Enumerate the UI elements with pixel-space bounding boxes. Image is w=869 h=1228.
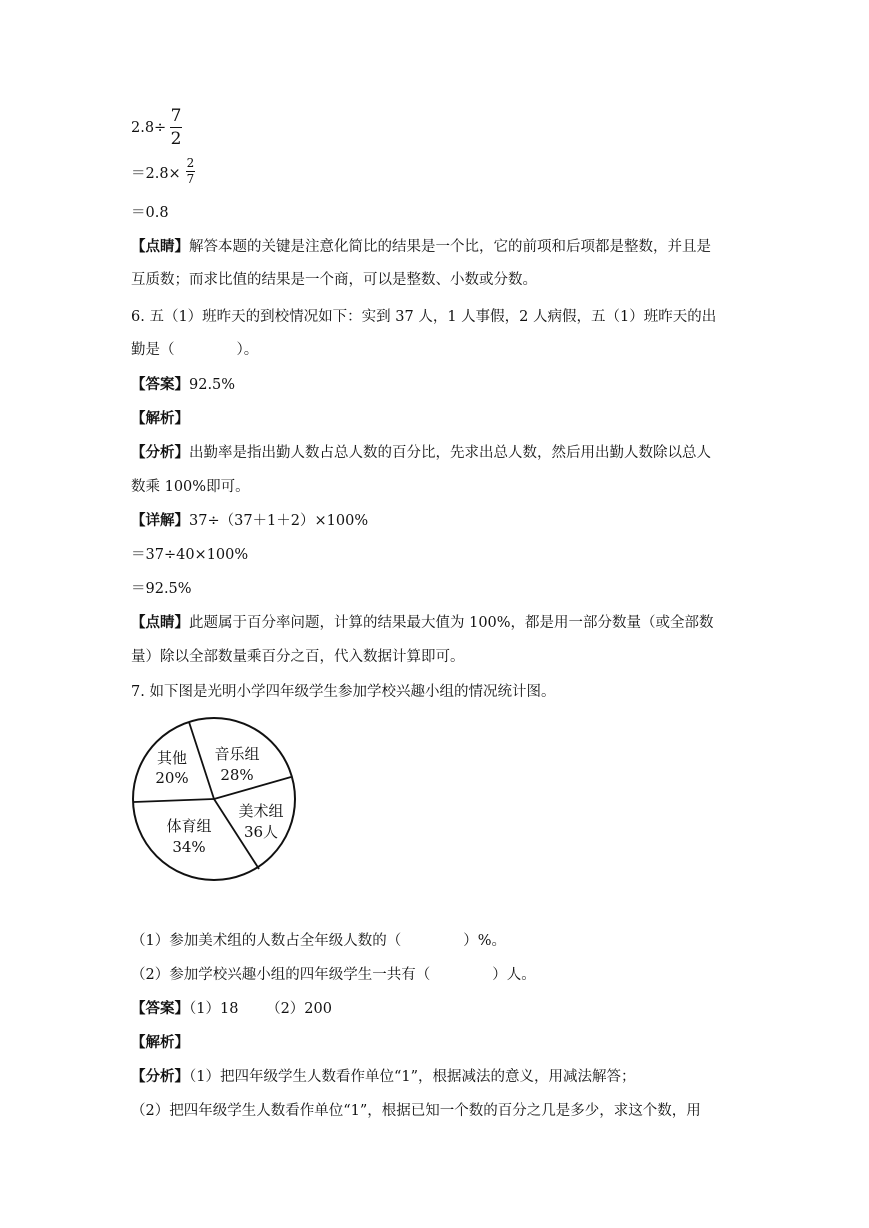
pie-slice-value: 34% bbox=[172, 838, 206, 856]
pie-slice-value: 28% bbox=[220, 766, 254, 784]
fraction-2-7 bbox=[186, 157, 195, 186]
fraction-numerator: 2 bbox=[186, 156, 195, 170]
q7-stem: 7. 如下图是光明小学四年级学生参加学校兴趣小组的情况统计图。 bbox=[131, 684, 556, 700]
q6-xiangjie-line2: ＝37÷40×100% bbox=[131, 547, 249, 563]
answer-tag: 【答案】 bbox=[131, 1000, 189, 1017]
q7-fenxi-line2: （2）把四年级学生人数看作单位“1”，根据已知一个数的百分之几是多少，求这个数，用 bbox=[131, 1103, 701, 1119]
q7-jiexi: 【解析】 bbox=[131, 1034, 189, 1051]
q6-stem-line1: 6. 五（1）班昨天的到校情况如下：实到 37 人，1 人事假，2 人病假，五（1）班昨天的出 bbox=[131, 309, 717, 325]
calc-line-2 bbox=[131, 164, 181, 184]
pie-slice-label: 美术组 bbox=[238, 802, 284, 820]
dianjing-tag: 【点睛】 bbox=[131, 614, 189, 631]
pie-slice-label: 体育组 bbox=[166, 817, 212, 835]
calc-line-1 bbox=[131, 118, 166, 138]
pie-slice-label: 音乐组 bbox=[214, 745, 260, 763]
calc-prefix: ＝2.8× bbox=[131, 166, 181, 182]
q6-jiexi: 【解析】 bbox=[131, 410, 189, 427]
q7-answer: 【答案】（1）18 （2）200 bbox=[131, 1000, 332, 1017]
fraction-7-2 bbox=[170, 106, 182, 149]
calc-line-3: ＝0.8 bbox=[131, 205, 169, 221]
xiangjie-tag: 【详解】 bbox=[131, 512, 189, 529]
q6-answer: 【答案】92.5% bbox=[131, 376, 236, 393]
q6-dianjing-line2: 量）除以全部数量乘百分之百，代入数据计算即可。 bbox=[131, 649, 465, 665]
pie-slice-label: 其他 bbox=[156, 749, 188, 767]
q7-fenxi-line1: 【分析】（1）把四年级学生人数看作单位“1”，根据减法的意义，用减法解答； bbox=[131, 1068, 636, 1085]
q7-sub1: （1）参加美术组的人数占全年级人数的（ ）%。 bbox=[131, 933, 507, 949]
q6-xiangjie-line1: 【详解】37÷（37＋1＋2）×100% bbox=[131, 512, 369, 529]
pie-chart bbox=[131, 713, 299, 881]
q6-fenxi-line1: 【分析】出勤率是指出勤人数占总人数的百分比，先求出总人数，然后用出勤人数除以总人 bbox=[131, 444, 711, 461]
q6-dianjing-line1: 【点睛】此题属于百分率问题，计算的结果最大值为 100%，都是用一部分数量（或全部数 bbox=[131, 614, 714, 631]
fraction-denominator: 2 bbox=[170, 129, 182, 149]
pie-slice-value: 20% bbox=[155, 769, 189, 787]
dianjing-tag: 【点睛】 bbox=[131, 238, 189, 255]
fraction-denominator: 7 bbox=[186, 172, 195, 186]
fenxi-tag: 【分析】 bbox=[131, 1068, 189, 1085]
answer-tag: 【答案】 bbox=[131, 376, 189, 393]
q6-xiangjie-line3: ＝92.5% bbox=[131, 581, 192, 597]
fenxi-tag: 【分析】 bbox=[131, 444, 189, 461]
calc-prefix: 2.8÷ bbox=[131, 120, 167, 136]
q7-sub2: （2）参加学校兴趣小组的四年级学生一共有（ ）人。 bbox=[131, 967, 536, 983]
q6-fenxi-line2: 数乘 100%即可。 bbox=[131, 479, 250, 495]
q6-stem-line2: 勤是（ ）。 bbox=[131, 342, 259, 358]
fraction-numerator: 7 bbox=[170, 106, 182, 126]
dianjing-5-line1: 【点睛】解答本题的关键是注意化简比的结果是一个比，它的前项和后项都是整数，并且是 bbox=[131, 238, 711, 255]
pie-slice-value: 36人 bbox=[243, 823, 279, 841]
dianjing-5-line2: 互质数；而求比值的结果是一个商，可以是整数、小数或分数。 bbox=[131, 272, 537, 288]
